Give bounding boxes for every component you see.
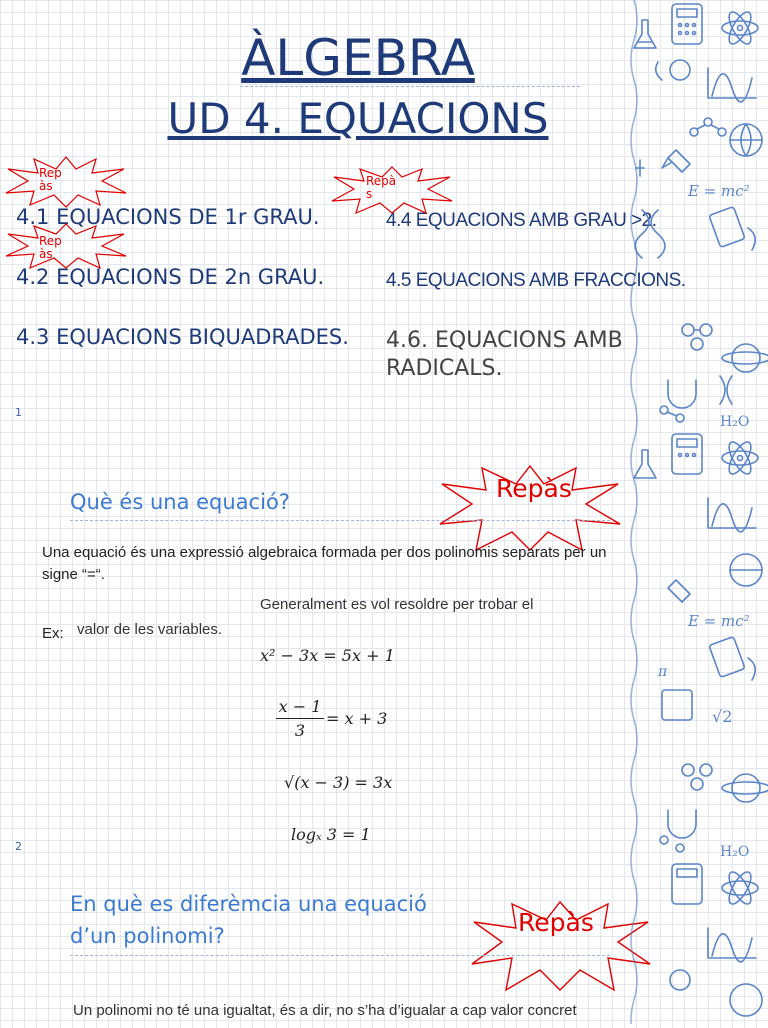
stamp-label: Repàs	[518, 908, 594, 937]
repas-stamp-1	[4, 155, 128, 209]
atom-icon	[722, 869, 758, 907]
atom-icon	[722, 9, 758, 47]
section-divider	[70, 955, 610, 956]
globe-icon	[730, 124, 762, 156]
burst-shape	[4, 222, 128, 270]
burst-shape	[4, 155, 128, 209]
dna-icon	[720, 376, 732, 404]
repas-stamp-4	[436, 462, 622, 554]
section-heading-line1: En què es diferèmcia una equació	[70, 892, 427, 916]
stamp-label: Repàs	[496, 474, 572, 503]
globe-icon	[730, 984, 762, 1016]
stamp-label: Repàs	[39, 166, 62, 193]
h2o-formula: H₂O	[720, 844, 750, 860]
atom-icon	[722, 439, 758, 477]
emc2-formula: E = mc²	[688, 612, 750, 630]
stamp-label: Repàs	[366, 174, 397, 201]
chart-icon	[708, 928, 756, 962]
emc2-formula: E = mc²	[688, 182, 750, 200]
calculator-icon	[672, 434, 702, 474]
index-item-4-4[interactable]: 4.4 EQUACIONS AMB GRAU >2.	[386, 210, 657, 231]
index-item-4-2[interactable]: 4.2 EQUACIONS DE 2n GRAU.	[16, 265, 325, 289]
magnet-icon	[668, 810, 696, 838]
doodle-block	[670, 864, 762, 1016]
doodle-block	[634, 434, 768, 860]
definition-text: Una equació és una expressió algebraica formada per dos polinomis separats per un signe “=“.	[42, 544, 607, 583]
note-text-line2: valor de les variables.	[77, 621, 223, 638]
doodle-block	[634, 4, 768, 430]
note-text-line1: Generalment es vol resoldre per trobar el	[260, 596, 534, 613]
index-item-4-1[interactable]: 4.1 EQUACIONS DE 1r GRAU.	[16, 205, 320, 229]
planet-icon	[722, 344, 768, 372]
section-heading-what-is-equation: Què és una equació?	[70, 490, 290, 514]
magnet-icon	[668, 380, 696, 408]
index-item-4-6[interactable]: 4.6. EQUACIONS AMB RADICALS.	[386, 328, 623, 381]
section-heading-line2: d’un polinomi?	[70, 924, 225, 948]
calculator-icon	[662, 690, 692, 720]
dna-icon	[635, 210, 665, 258]
equation-2-fraction	[276, 697, 324, 740]
equation-3: √(x − 3) = 3x	[284, 773, 393, 792]
equation-2-rhs: = x + 3	[326, 709, 388, 728]
index-item-4-5[interactable]: 4.5 EQUACIONS AMB FRACCIONS.	[386, 270, 686, 291]
microscope-icon	[656, 60, 690, 80]
example-label: Ex:	[42, 625, 64, 642]
doodle-svg	[628, 0, 768, 1024]
pi-formula: π	[658, 664, 668, 680]
page-number-1: 1	[15, 406, 22, 419]
calculator-icon	[672, 4, 702, 44]
molecule-icon	[690, 118, 726, 136]
microscope-icon	[670, 970, 690, 990]
flask-icon	[634, 450, 656, 478]
page-subtitle: UD 4. EQUACIONS	[167, 94, 549, 143]
fraction-bar	[276, 718, 324, 719]
chart-icon	[708, 498, 756, 532]
repas-stamp-3	[4, 222, 128, 270]
equation-1: x² − 3x = 5x + 1	[260, 646, 395, 665]
h2o-formula: H₂O	[720, 414, 750, 430]
page-number-2: 2	[15, 840, 22, 853]
polynomial-text: Un polinomi no té una igualtat, és a dir, no s’ha d’igualar a cap valor concret	[73, 1002, 577, 1019]
equation-4: logₓ 3 = 1	[291, 825, 371, 844]
molecule-icon	[682, 764, 712, 790]
calculator-icon	[672, 864, 702, 904]
rocket-icon	[662, 150, 690, 172]
lightbulb-icon	[709, 207, 755, 250]
equation-2-denominator: 3	[294, 721, 306, 740]
index-item-4-3[interactable]: 4.3 EQUACIONS BIQUADRADES.	[16, 325, 349, 349]
rocket-icon	[668, 580, 690, 602]
repas-stamp-2	[330, 165, 454, 215]
equation-2-numerator: x − 1	[278, 697, 322, 716]
molecule-icon	[682, 324, 712, 350]
section-divider	[70, 520, 610, 521]
stamp-label: Repàs	[39, 234, 62, 261]
globe-icon	[730, 554, 762, 586]
sqrt2-formula: √2	[712, 707, 733, 726]
page-title: ÀLGEBRA	[241, 29, 475, 87]
science-doodle-column	[628, 0, 768, 1024]
planet-icon	[722, 774, 768, 802]
lightbulb-icon	[709, 637, 755, 680]
repas-stamp-5	[468, 898, 652, 994]
chart-icon	[708, 68, 756, 102]
title-divider	[240, 86, 580, 87]
